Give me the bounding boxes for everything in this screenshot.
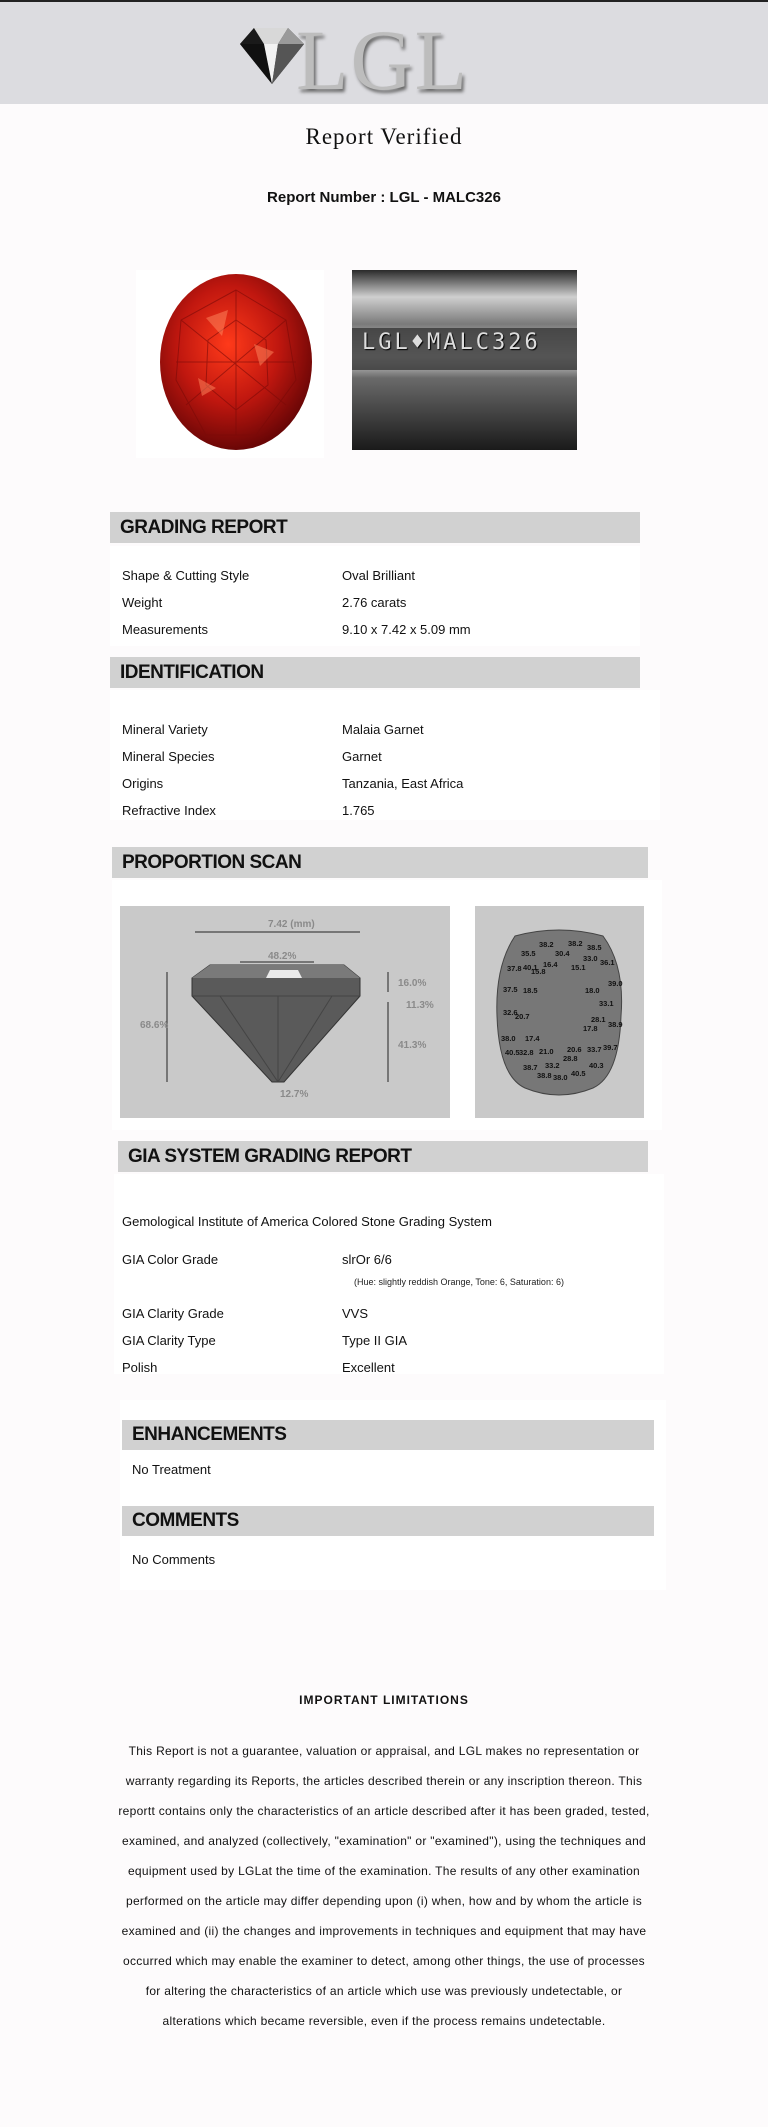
row-value: VVS	[342, 1306, 369, 1321]
row-label: Polish	[122, 1360, 158, 1375]
row-label: Shape & Cutting Style	[122, 568, 250, 583]
facet-value: 28.8	[563, 1054, 578, 1063]
row-label: Mineral Species	[122, 749, 215, 764]
facet-value: 15.8	[531, 967, 546, 976]
facet-value: 18.5	[523, 986, 538, 995]
facet-value: 40.5	[571, 1069, 586, 1078]
row-value: Garnet	[342, 749, 382, 764]
lgl-logo[interactable]	[234, 12, 492, 108]
facet-value: 33.0	[583, 954, 598, 963]
row-label: GIA Clarity Grade	[122, 1306, 224, 1321]
width-label: 7.42 (mm)	[268, 919, 315, 930]
facet-value: 38.0	[553, 1073, 568, 1082]
row-value: Tanzania, East Africa	[342, 776, 464, 791]
facet-value: 20.6	[567, 1045, 582, 1054]
laser-inscription-photo	[352, 270, 577, 450]
facet-value: 38.7	[523, 1063, 538, 1072]
row-label: GIA Color Grade	[122, 1252, 219, 1267]
facet-value: 15.1	[571, 963, 586, 972]
row-value: 2.76 carats	[342, 595, 407, 610]
page-title: Report Verified	[305, 124, 463, 149]
facet-value: 38.9	[608, 1020, 623, 1029]
row-value: Oval Brilliant	[342, 568, 415, 583]
facet-value: 39.0	[608, 979, 623, 988]
table-label: 48.2%	[268, 951, 297, 962]
facet-value: 37.8	[507, 964, 522, 973]
report-number: Report Number : LGL - MALC326	[267, 189, 501, 206]
enhancements-text: No Treatment	[132, 1462, 211, 1477]
girdle-label: 11.3%	[406, 1000, 434, 1011]
limitations-heading: IMPORTANT LIMITATIONS	[299, 1693, 469, 1707]
identification-heading: IDENTIFICATION	[110, 657, 640, 688]
gia-grading-heading: GIA SYSTEM GRADING REPORT	[118, 1141, 648, 1172]
row-value: 9.10 x 7.42 x 5.09 mm	[342, 622, 471, 637]
gia-intro-text: Gemological Institute of America Colored Stone Grading System	[122, 1214, 492, 1229]
facet-value: 32.8	[519, 1048, 534, 1057]
limitations-text: This Report is not a guarantee, valuation or appraisal, and LGL makes no representation or warranty regarding its Reports, the articles described therein or any inscription thereon. This reportt contains only the characteristics of an article described after it has been graded, tested, examined, and analyzed (collectively, "examination" or "examined"), using the techniques and equipment used by LGLat the time of the examination. The results of any other examination performed on the article may differ depending upon (i) when, how and by whom the article is examined and (ii) the changes and improvements in techniques and equipment that may have occurred which may enable the examiner to detect, among other things, the use of processes for altering the characteristics of an article which use was previously undetectable, or alterations which became reversible, even if the process remains undetectable.	[118, 1744, 650, 2028]
facet-value: 38.8	[537, 1071, 552, 1080]
facet-map-diagram	[475, 906, 644, 1118]
row-label: Mineral Variety	[122, 722, 208, 737]
facet-value: 20.7	[515, 1012, 530, 1021]
row-label: Weight	[122, 595, 163, 610]
logo-text: LGL	[296, 12, 470, 108]
facet-value: 40.3	[589, 1061, 604, 1070]
enhancements-heading: ENHANCEMENTS	[122, 1420, 654, 1450]
facet-value: 28.1	[591, 1015, 606, 1024]
facet-value: 39.7	[603, 1043, 618, 1052]
row-value: Excellent	[342, 1360, 395, 1375]
facet-value: 17.8	[583, 1024, 598, 1033]
total-depth-label: 68.6%	[140, 1020, 169, 1031]
site-header	[0, 0, 768, 108]
inscription-text: LGL♦MALC326	[362, 330, 541, 355]
row-value: slrOr 6/6	[342, 1252, 392, 1267]
facet-value: 38.2	[539, 940, 554, 949]
gemstone-photo	[136, 270, 324, 458]
facet-value: 36.1	[600, 958, 615, 967]
facet-value: 40.1	[523, 963, 538, 972]
pavilion-depth-label: 41.3%	[398, 1040, 427, 1051]
row-value: 1.765	[342, 803, 375, 818]
row-label: Refractive Index	[122, 803, 216, 818]
facet-value: 38.0	[501, 1034, 516, 1043]
row-label: Measurements	[122, 622, 208, 637]
facet-value: 38.5	[587, 943, 602, 952]
facet-value: 33.7	[587, 1045, 602, 1054]
comments-text: No Comments	[132, 1552, 216, 1567]
row-label: GIA Clarity Type	[122, 1333, 216, 1348]
row-label: Origins	[122, 776, 164, 791]
facet-value: 21.0	[539, 1047, 554, 1056]
facet-value: 40.5	[505, 1048, 520, 1057]
facet-value: 16.4	[543, 960, 558, 969]
facet-value: 30.4	[555, 949, 570, 958]
row-value: Malaia Garnet	[342, 722, 424, 737]
profile-scan-diagram	[120, 906, 450, 1118]
proportion-scan-heading: PROPORTION SCAN	[112, 847, 648, 878]
row-value: Type II GIA	[342, 1333, 408, 1348]
facet-value: 37.5	[503, 985, 518, 994]
facet-value: 18.0	[585, 986, 600, 995]
facet-value: 33.1	[599, 999, 614, 1008]
culet-label: 12.7%	[280, 1089, 309, 1100]
grading-report-heading: GRADING REPORT	[110, 512, 640, 543]
crown-height-label: 16.0%	[398, 978, 427, 989]
facet-value: 38.2	[568, 939, 583, 948]
facet-value: 17.4	[525, 1034, 540, 1043]
facet-value: 33.2	[545, 1061, 560, 1070]
facet-value: 35.5	[521, 949, 536, 958]
comments-heading: COMMENTS	[122, 1506, 654, 1536]
gia-color-note: (Hue: slightly reddish Orange, Tone: 6, Saturation: 6)	[354, 1277, 564, 1287]
facet-value: 32.6	[503, 1008, 518, 1017]
